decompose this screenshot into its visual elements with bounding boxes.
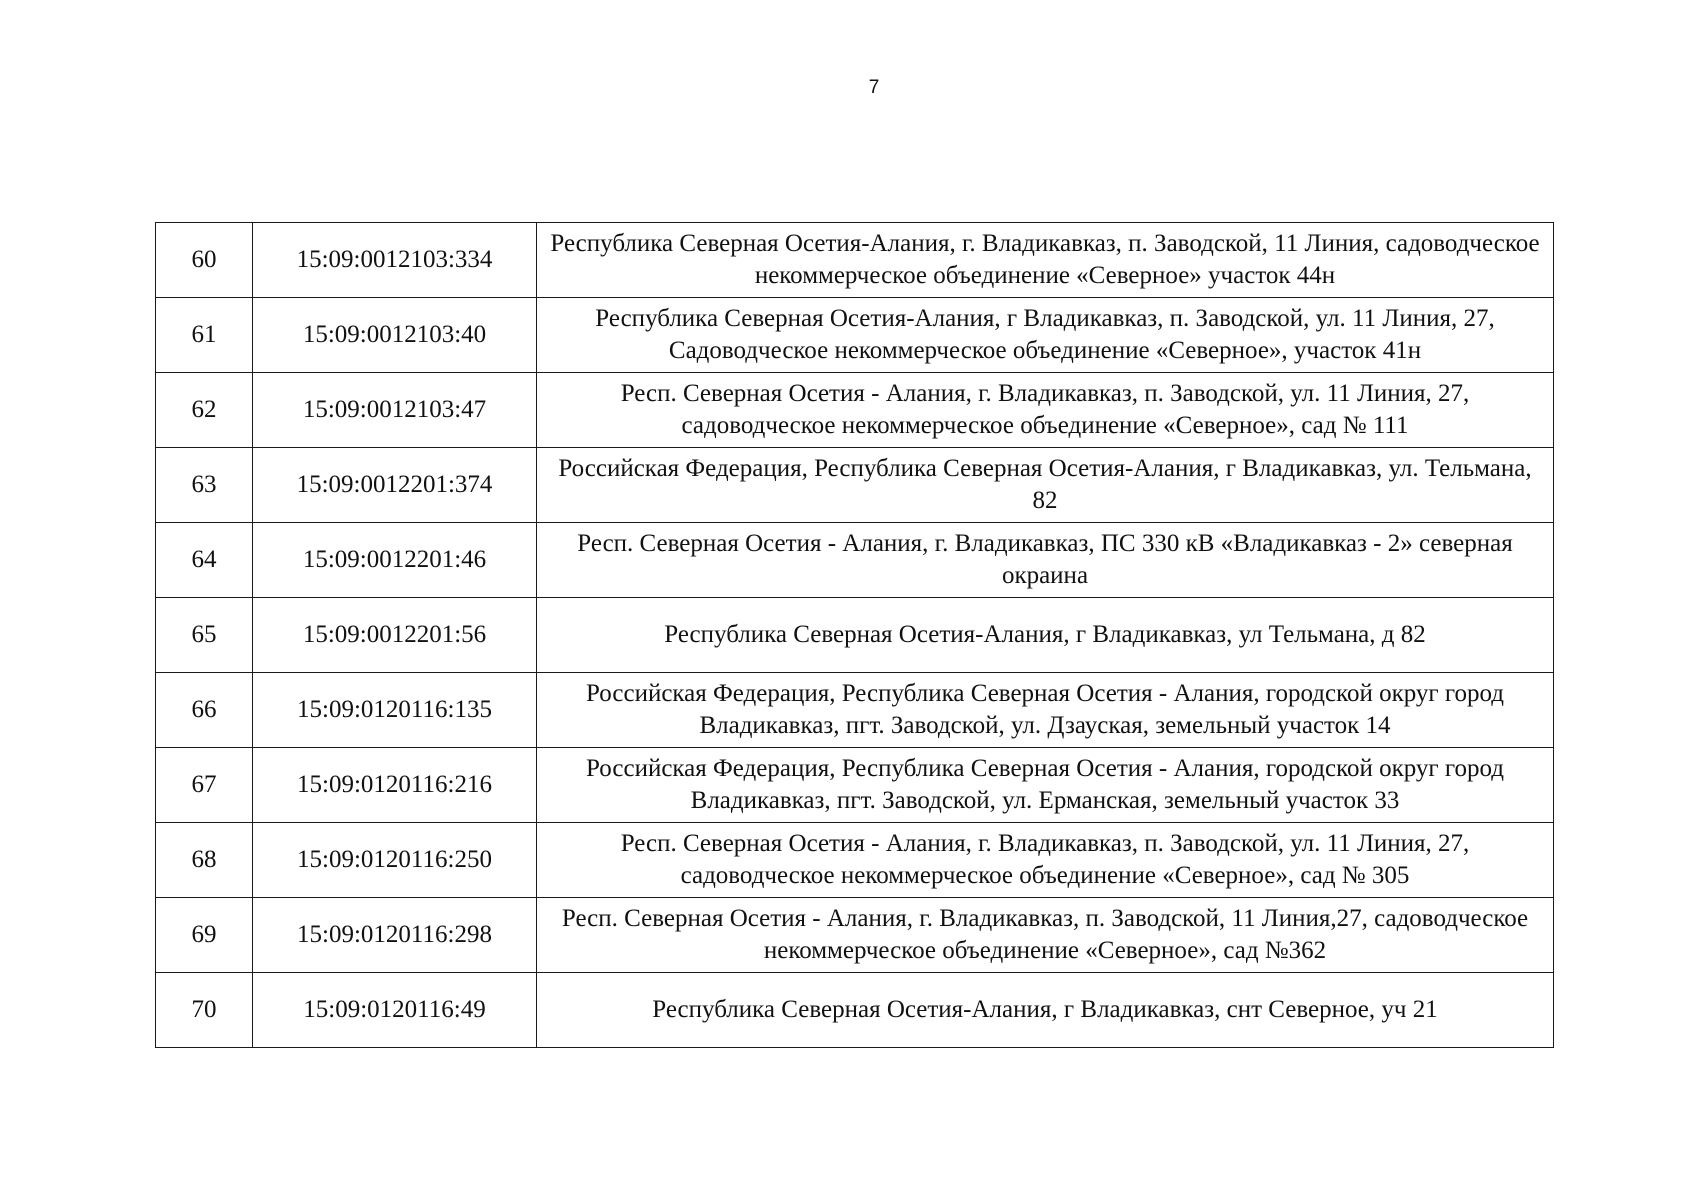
cadastral-number: 15:09:0012103:47 [253,373,537,448]
table-row [156,298,1554,373]
cadastral-number: 15:09:0012201:56 [253,598,537,673]
address: Российская Федерация, Республика Северная Осетия - Алания, городской округ город Владикавказ, пгт. Заводской, ул. Ерманская, земельный участок 33 [537,748,1554,823]
table-row [156,823,1554,898]
row-number: 62 [156,373,253,448]
address: Республика Северная Осетия-Алания, г. Владикавказ, п. Заводской, 11 Линия, садоводческое некоммерческое объединение «Северное» участок 44н [537,223,1554,298]
cadastral-number: 15:09:0120116:298 [253,898,537,973]
table-row [156,673,1554,748]
table-row [156,448,1554,523]
cadastral-number: 15:09:0012201:46 [253,523,537,598]
row-number: 69 [156,898,253,973]
row-number: 64 [156,523,253,598]
row-number: 66 [156,673,253,748]
address: Респ. Северная Осетия - Алания, г. Владикавказ, п. Заводской, ул. 11 Линия, 27, садоводческое некоммерческое объединение «Северное», сад № 305 [537,823,1554,898]
row-number: 68 [156,823,253,898]
cadastral-number: 15:09:0120116:49 [253,973,537,1048]
row-number: 60 [156,223,253,298]
table-row [156,523,1554,598]
address: Российская Федерация, Республика Северная Осетия - Алания, городской округ город Владикавказ, пгт. Заводской, ул. Дзауская, земельный участок 14 [537,673,1554,748]
row-number: 70 [156,973,253,1048]
cadastral-number: 15:09:0012201:374 [253,448,537,523]
table-row [156,373,1554,448]
table-row [156,898,1554,973]
address: Респ. Северная Осетия - Алания, г. Владикавказ, п. Заводской, ул. 11 Линия, 27, садоводческое некоммерческое объединение «Северное», сад № 111 [537,373,1554,448]
table-row [156,598,1554,673]
cadastral-number: 15:09:0120116:135 [253,673,537,748]
land-plot-table [155,222,1554,1048]
address: Республика Северная Осетия-Алания, г Владикавказ, снт Северное, уч 21 [537,973,1554,1048]
row-number: 63 [156,448,253,523]
address: Российская Федерация, Республика Северная Осетия-Алания, г Владикавказ, ул. Тельмана, 82 [537,448,1554,523]
table-row [156,973,1554,1048]
address: Республика Северная Осетия-Алания, г Владикавказ, ул Тельмана, д 82 [537,598,1554,673]
cadastral-number: 15:09:0012103:40 [253,298,537,373]
address: Респ. Северная Осетия - Алания, г. Владикавказ, п. Заводской, 11 Линия,27, садоводческое некоммерческое объединение «Северное», сад №362 [537,898,1554,973]
table-row [156,223,1554,298]
cadastral-number: 15:09:0120116:216 [253,748,537,823]
table-row [156,748,1554,823]
address: Респ. Северная Осетия - Алания, г. Владикавказ, ПС 330 кВ «Владикавказ - 2» северная окраина [537,523,1554,598]
row-number: 61 [156,298,253,373]
address: Республика Северная Осетия-Алания, г Владикавказ, п. Заводской, ул. 11 Линия, 27, Садоводческое некоммерческое объединение «Северное», участок 41н [537,298,1554,373]
cadastral-number: 15:09:0012103:334 [253,223,537,298]
page-number: 7 [868,77,880,98]
row-number: 67 [156,748,253,823]
cadastral-number: 15:09:0120116:250 [253,823,537,898]
row-number: 65 [156,598,253,673]
